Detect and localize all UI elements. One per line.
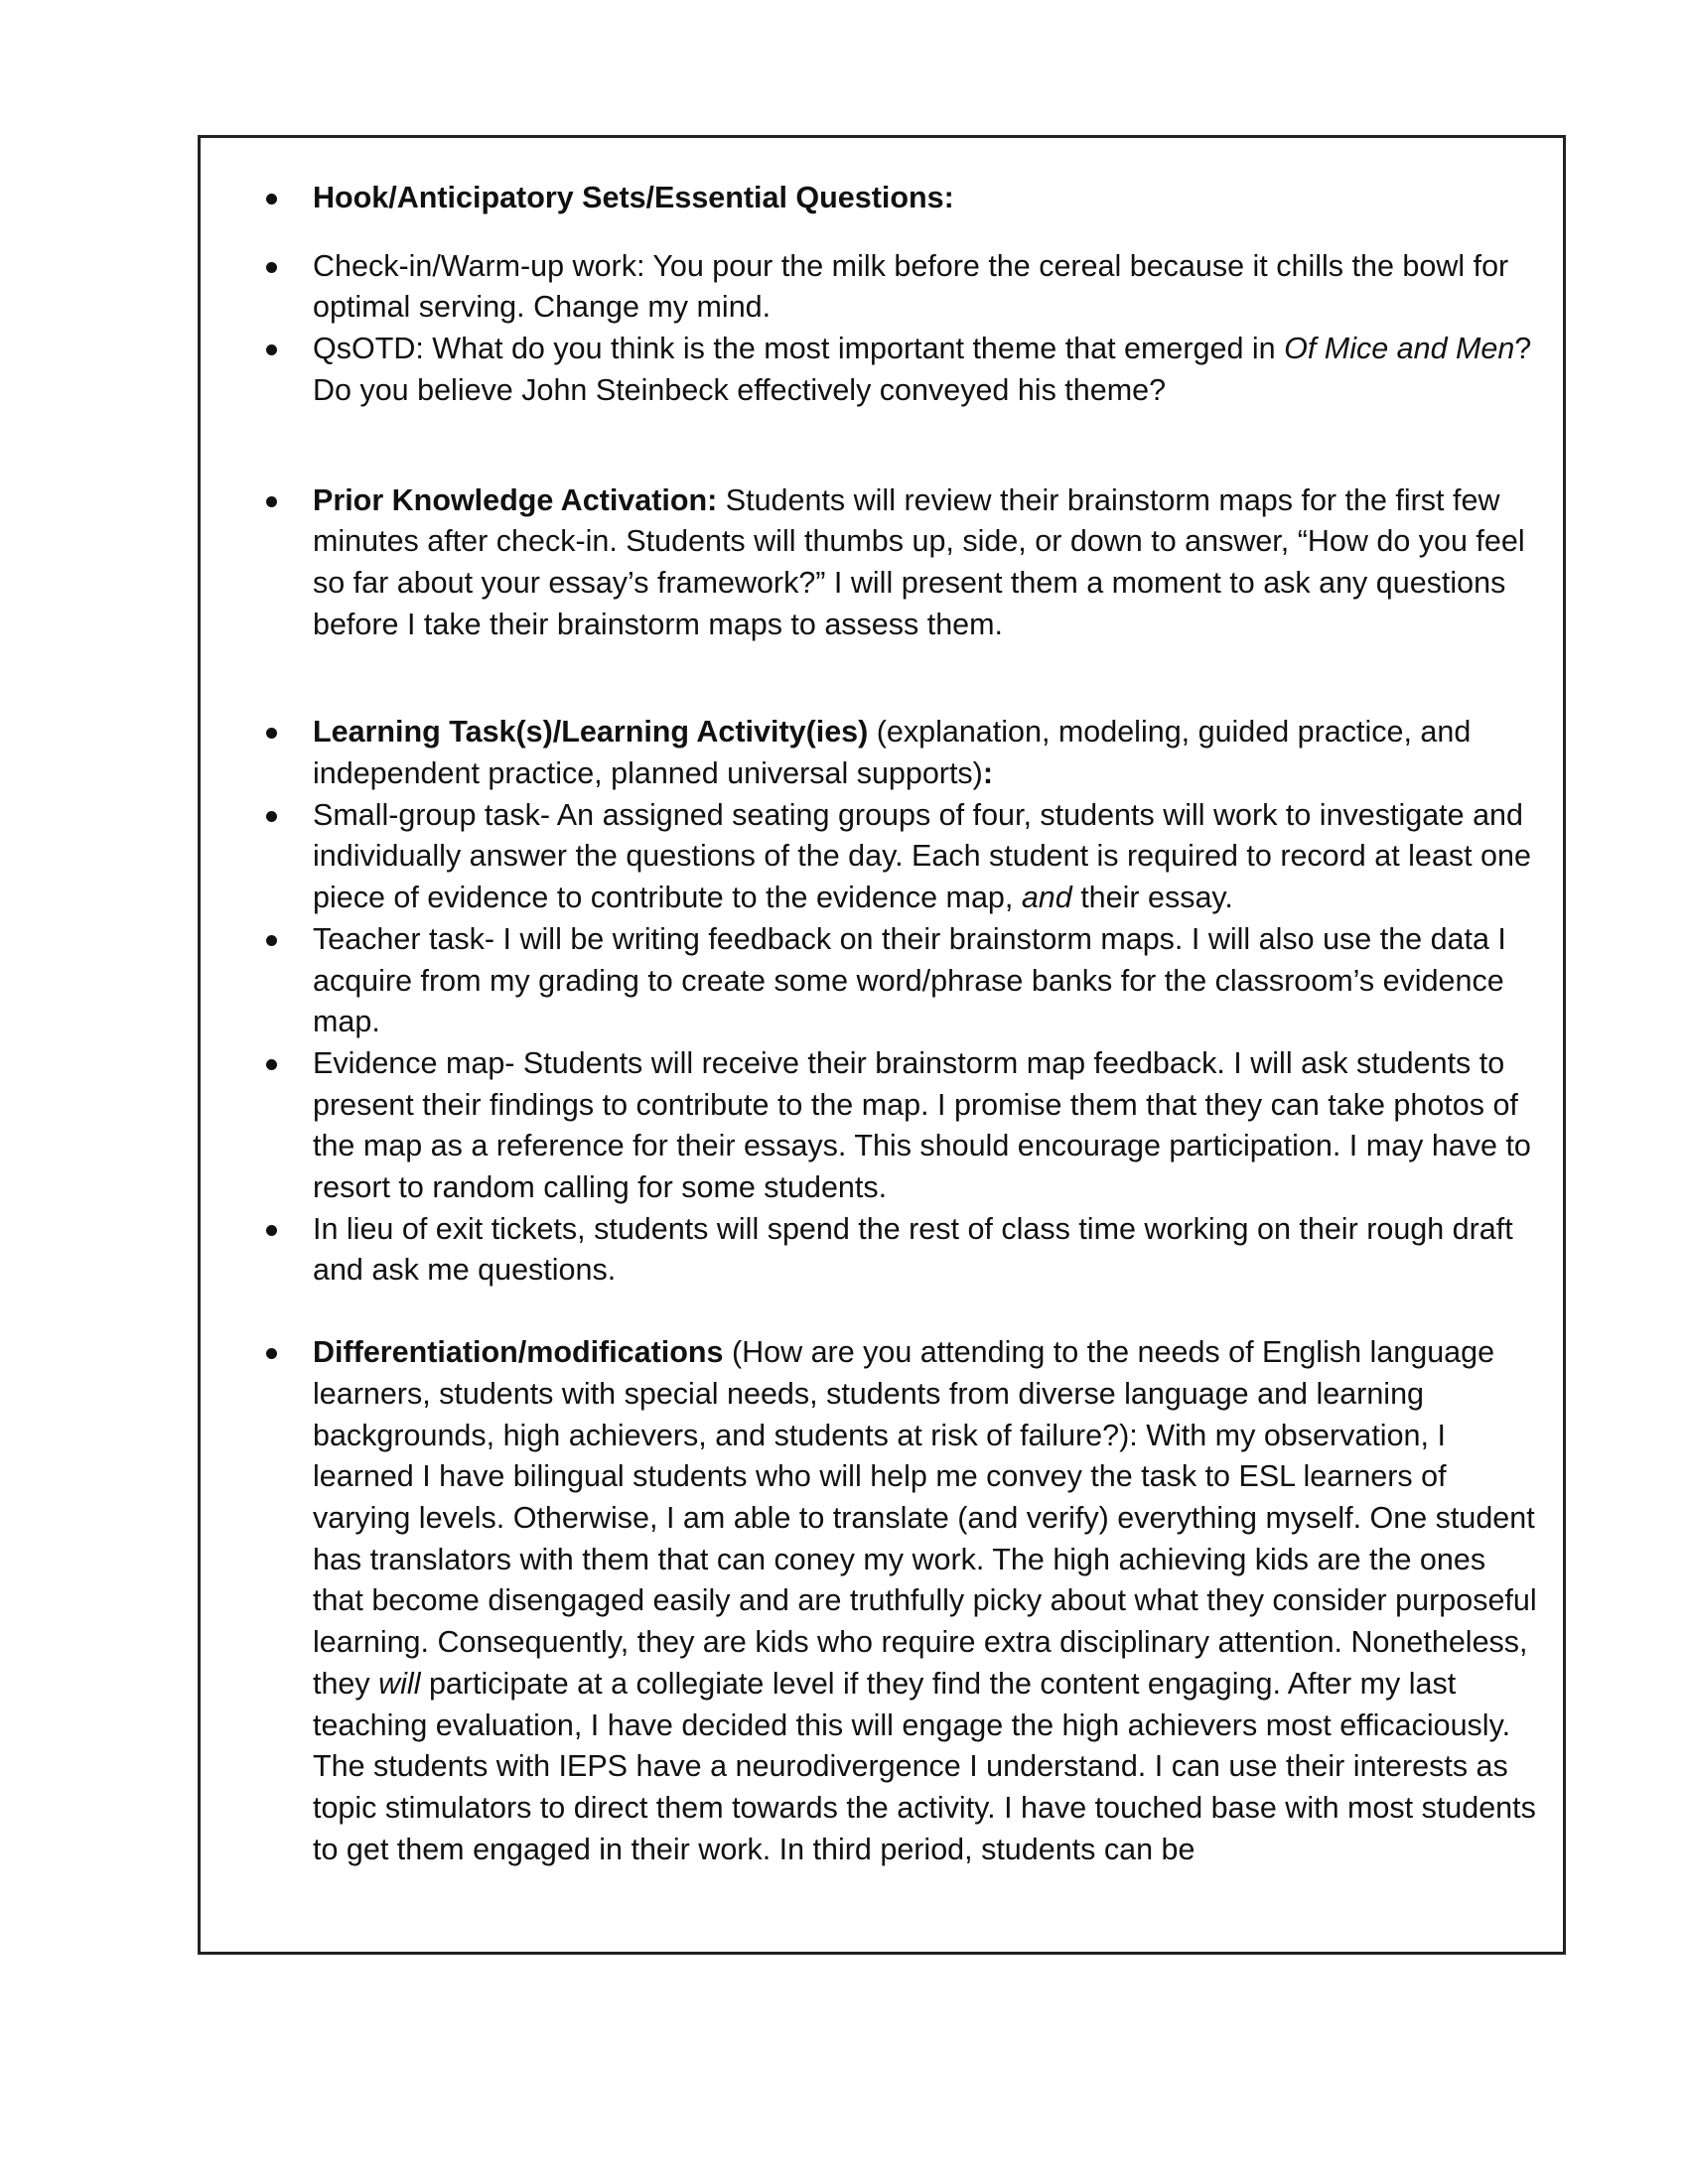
learning-task-text: (explanation, modeling, guided practice, and independent practice, planned universal supports): [313, 715, 1472, 791]
bullet-icon: [266, 728, 277, 739]
checkin-item: [201, 246, 1563, 329]
qsotd-item: [201, 329, 1563, 411]
small-group-emphasis: and: [1021, 881, 1072, 915]
learning-task-colon: :: [982, 756, 993, 791]
qsotd-text: QsOTD: What do you think is the most important theme that emerged in: [313, 332, 1285, 366]
bullet-icon: [266, 811, 277, 822]
bullet-icon: [266, 1225, 277, 1236]
bullet-icon: [266, 194, 277, 205]
bullet-icon: [266, 344, 277, 355]
bullet-icon: [266, 935, 277, 946]
differentiation-text-end: participate at a collegiate level if they find the content engaging. After my last teaching evaluation, I have decided this will engage the high achievers most efficaciously. The students with IEPS have a neurodivergence I understand. I can use their interests as topic stimulators to direct them towards the activity. I have touched base with most students to get them engaged in their work. In third period, students can be: [313, 1666, 1536, 1866]
teacher-task-item: [201, 919, 1563, 1043]
lesson-plan-list: [201, 178, 1563, 1870]
prior-knowledge-item: [201, 480, 1563, 646]
lesson-plan-box: [198, 135, 1566, 1955]
prior-knowledge-text: Students will review their brainstorm maps for the first few minutes after check-in. Students will thumbs up, side, or down to answer, “How do you feel so far about your essay’s framework?” I will present them a moment to ask any questions before I take their brainstorm maps to assess them.: [313, 482, 1525, 641]
small-group-text: Small-group task- An assigned seating groups of four, students will work to investigate and individually answer the questions of the day. Each student is required to record at least one piece of evidence to contribute to the evidence map,: [313, 797, 1531, 915]
exit-ticket-item: [201, 1209, 1563, 1292]
evidence-map-text: Evidence map- Students will receive their brainstorm map feedback. I will ask students to present their findings to contribute to the map. I promise them that they can take photos of the map as a reference for their essays. This should encourage participation. I may have to resort to random calling for some students.: [313, 1045, 1531, 1205]
bullet-icon: [266, 262, 277, 273]
bullet-icon: [266, 1059, 277, 1070]
book-title: Of Mice and Men: [1284, 332, 1515, 366]
hook-heading-item: [201, 178, 1563, 219]
bullet-icon: [266, 1348, 277, 1359]
prior-knowledge-label: Prior Knowledge Activation:: [313, 482, 718, 517]
learning-task-item: [201, 712, 1563, 794]
exit-ticket-text: In lieu of exit tickets, students will spend the rest of class time working on their rough draft and ask me questions.: [313, 1211, 1513, 1288]
checkin-text: Check-in/Warm-up work: You pour the milk before the cereal because it chills the bowl for optimal serving. Change my mind.: [313, 248, 1509, 325]
evidence-map-item: [201, 1043, 1563, 1209]
small-group-text-end: their essay.: [1071, 881, 1233, 915]
hook-heading: Hook/Anticipatory Sets/Essential Questions:: [313, 181, 954, 214]
small-group-item: [201, 795, 1563, 919]
bullet-icon: [266, 496, 277, 507]
learning-task-label: Learning Task(s)/Learning Activity(ies): [313, 715, 869, 750]
differentiation-text: (How are you attending to the needs of English language learners, students with special needs, students from diverse language and learning backgrounds, high achievers, and students at risk of failure?): With my observation, I learned I have bilingual students who will help me convey the task to ESL learners of varying levels. Otherwise, I am able to translate (and verify) everything myself. One student has translators with them that can coney my work. The high achieving kids are the ones that become disengaged easily and are truthfully picky about what they consider purposeful learning. Consequently, they are kids who require extra disciplinary attention. Nonetheless, they: [313, 1335, 1537, 1701]
differentiation-item: [201, 1332, 1563, 1870]
differentiation-label: Differentiation/modifications: [313, 1335, 724, 1370]
differentiation-emphasis: will: [378, 1666, 421, 1701]
teacher-task-text: Teacher task- I will be writing feedback on their brainstorm maps. I will also use the data I acquire from my grading to create some word/phrase banks for the classroom’s evidence map.: [313, 921, 1506, 1039]
qsotd-text-end: ? Do you believe John Steinbeck effectively conveyed his theme?: [313, 332, 1532, 407]
